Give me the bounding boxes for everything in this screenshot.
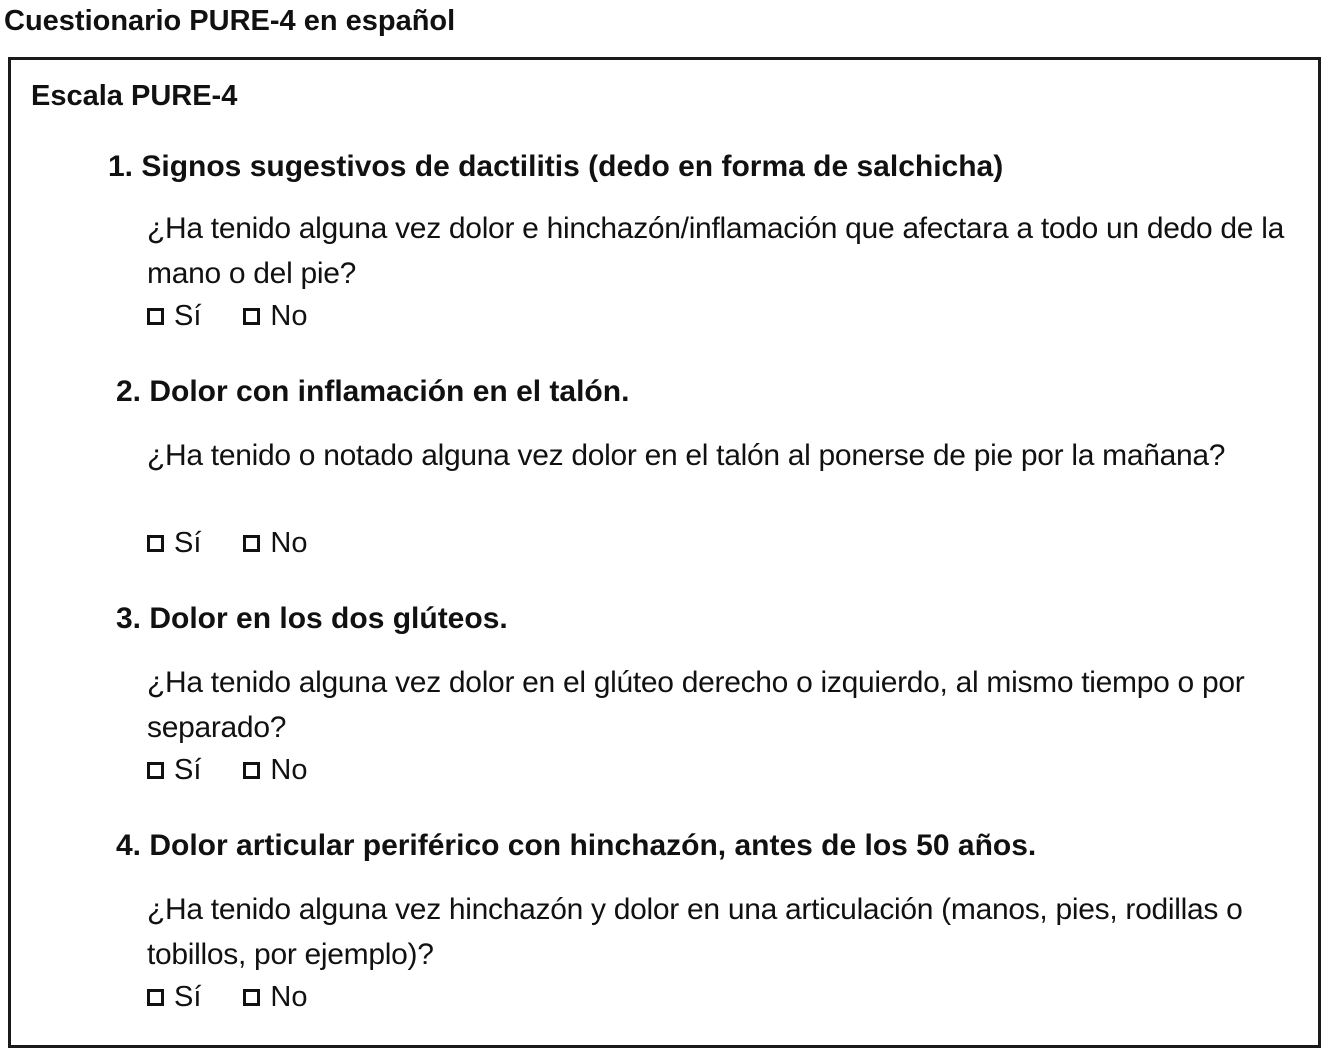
option-label: Sí (174, 527, 202, 559)
checkbox-icon[interactable] (147, 535, 164, 552)
option-label: Sí (174, 981, 202, 1013)
question-text-3: ¿Ha tenido alguna vez dolor en el glúteo derecho o izquierdo, al mismo tiempo o por separado? (147, 666, 1245, 744)
checkbox-icon[interactable] (147, 762, 164, 779)
question-text-1: ¿Ha tenido alguna vez dolor e hinchazón/inflamación que afectara a todo un dedo de la mano o del pie? (147, 212, 1284, 290)
option-label: Sí (174, 300, 202, 332)
scale-title: Escala PURE-4 (31, 80, 238, 112)
question-text-4: ¿Ha tenido alguna vez hinchazón y dolor en una articulación (manos, pies, rodillas o tobillos, por ejemplo)? (147, 893, 1243, 971)
answer-options-2 (147, 526, 307, 560)
option-label: No (270, 300, 308, 332)
checkbox-icon[interactable] (147, 989, 164, 1006)
question-heading-2: 2. Dolor con inflamación en el talón. (116, 375, 630, 408)
option-si-1[interactable] (147, 299, 201, 333)
questionnaire-frame (8, 57, 1321, 1048)
option-no-1[interactable] (243, 299, 307, 333)
checkbox-icon[interactable] (243, 535, 260, 552)
checkbox-icon[interactable] (243, 308, 260, 325)
question-heading-3: 3. Dolor en los dos glúteos. (116, 602, 508, 635)
option-si-2[interactable] (147, 526, 201, 560)
option-label: No (270, 527, 308, 559)
answer-options-3 (147, 753, 307, 787)
option-label: Sí (174, 754, 202, 786)
checkbox-icon[interactable] (243, 989, 260, 1006)
option-no-3[interactable] (243, 753, 307, 787)
checkbox-icon[interactable] (243, 762, 260, 779)
option-si-3[interactable] (147, 753, 201, 787)
question-heading-1: 1. Signos sugestivos de dactilitis (dedo en forma de salchicha) (108, 150, 1004, 183)
page-title: Cuestionario PURE-4 en español (4, 5, 456, 37)
answer-options-1 (147, 299, 307, 333)
question-heading-4: 4. Dolor articular periférico con hinchazón, antes de los 50 años. (116, 829, 1037, 862)
option-label: No (270, 754, 308, 786)
answer-options-4 (147, 980, 307, 1014)
option-no-2[interactable] (243, 526, 307, 560)
option-label: No (270, 981, 308, 1013)
option-no-4[interactable] (243, 980, 307, 1014)
option-si-4[interactable] (147, 980, 201, 1014)
question-text-2: ¿Ha tenido o notado alguna vez dolor en el talón al ponerse de pie por la mañana? (147, 439, 1226, 472)
checkbox-icon[interactable] (147, 308, 164, 325)
